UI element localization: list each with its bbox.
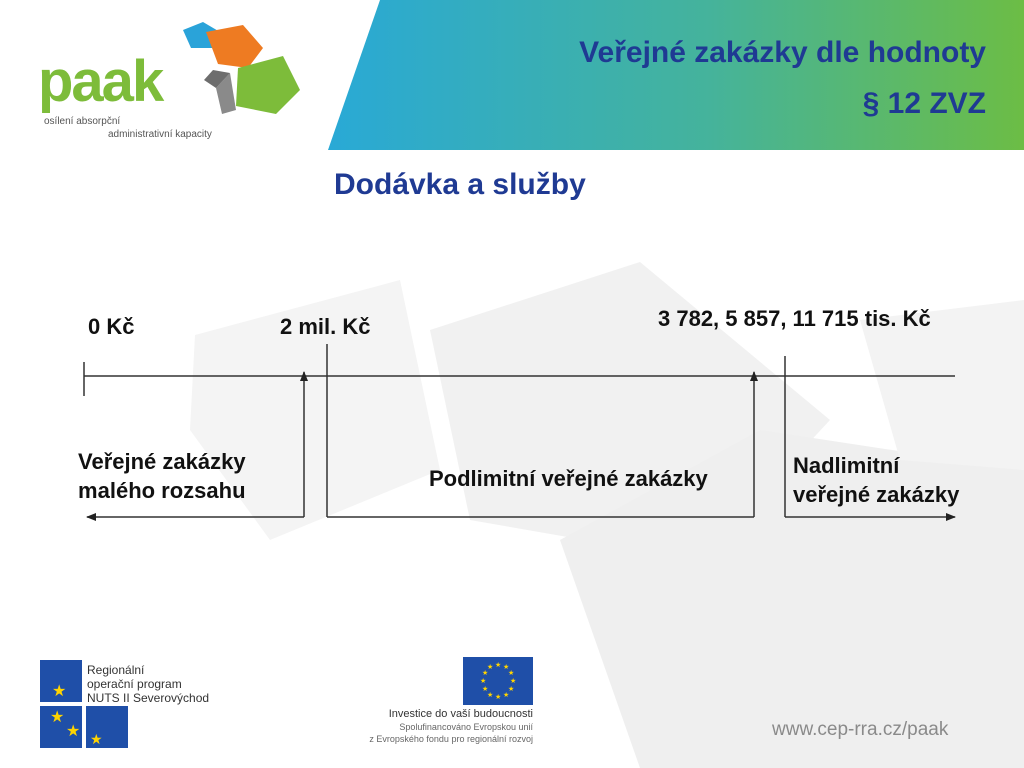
svg-text:★: ★ (487, 691, 494, 699)
svg-text:★: ★ (66, 721, 81, 740)
label-0-kc: 0 Kč (88, 314, 135, 339)
svg-text:★: ★ (487, 663, 494, 671)
label-above-threshold-line2: veřejné zakázky (793, 482, 960, 507)
logo-tagline-1: osílení absorpční (44, 116, 121, 127)
svg-text:★: ★ (52, 681, 67, 700)
eu-flag-icon (463, 657, 533, 705)
svg-text:★: ★ (50, 707, 65, 726)
eu-text (333, 707, 533, 745)
label-upper-threshold: 3 782, 5 857, 11 715 tis. Kč (658, 306, 931, 331)
svg-text:★: ★ (480, 677, 487, 685)
rop-program-text (87, 663, 209, 705)
rop-line1: Regionální (87, 663, 145, 677)
eu-line3: z Evropského fondu pro regionální rozvoj (369, 734, 533, 744)
label-sub-threshold: Podlimitní veřejné zakázky (429, 466, 708, 491)
svg-text:★: ★ (90, 732, 103, 748)
eu-line2: Spolufinancováno Evropskou unií (399, 722, 533, 732)
svg-text:★: ★ (482, 685, 489, 693)
logo-tagline-2: administrativní kapacity (108, 129, 212, 140)
svg-text:★: ★ (495, 693, 502, 701)
svg-text:★: ★ (508, 685, 515, 693)
slide-subtitle: Dodávka a služby (334, 168, 586, 201)
eu-line1: Investice do vaší budoucnosti (388, 708, 533, 720)
rop-line2: operační program (87, 677, 182, 691)
label-2-mil-kc: 2 mil. Kč (280, 314, 371, 339)
footer-url: www.cep-rra.cz/paak (772, 719, 949, 740)
svg-text:★: ★ (510, 677, 517, 685)
svg-text:★: ★ (482, 669, 489, 677)
label-above-threshold-line1: Nadlimitní (793, 453, 900, 478)
label-above-threshold (793, 451, 959, 509)
label-small-scope-line1: Veřejné zakázky (78, 449, 246, 474)
logo-wordmark: paak (38, 49, 163, 114)
label-small-scope (78, 447, 246, 505)
slide-title-section: § 12 ZVZ (862, 87, 986, 120)
slide-title: Veřejné zakázky dle hodnoty (579, 36, 986, 69)
svg-text:★: ★ (503, 663, 510, 671)
svg-text:★: ★ (508, 669, 515, 677)
svg-text:★: ★ (495, 661, 502, 669)
rop-line3: NUTS II Severovýchod (87, 691, 210, 705)
label-small-scope-line2: malého rozsahu (78, 478, 246, 503)
svg-text:★: ★ (503, 691, 510, 699)
